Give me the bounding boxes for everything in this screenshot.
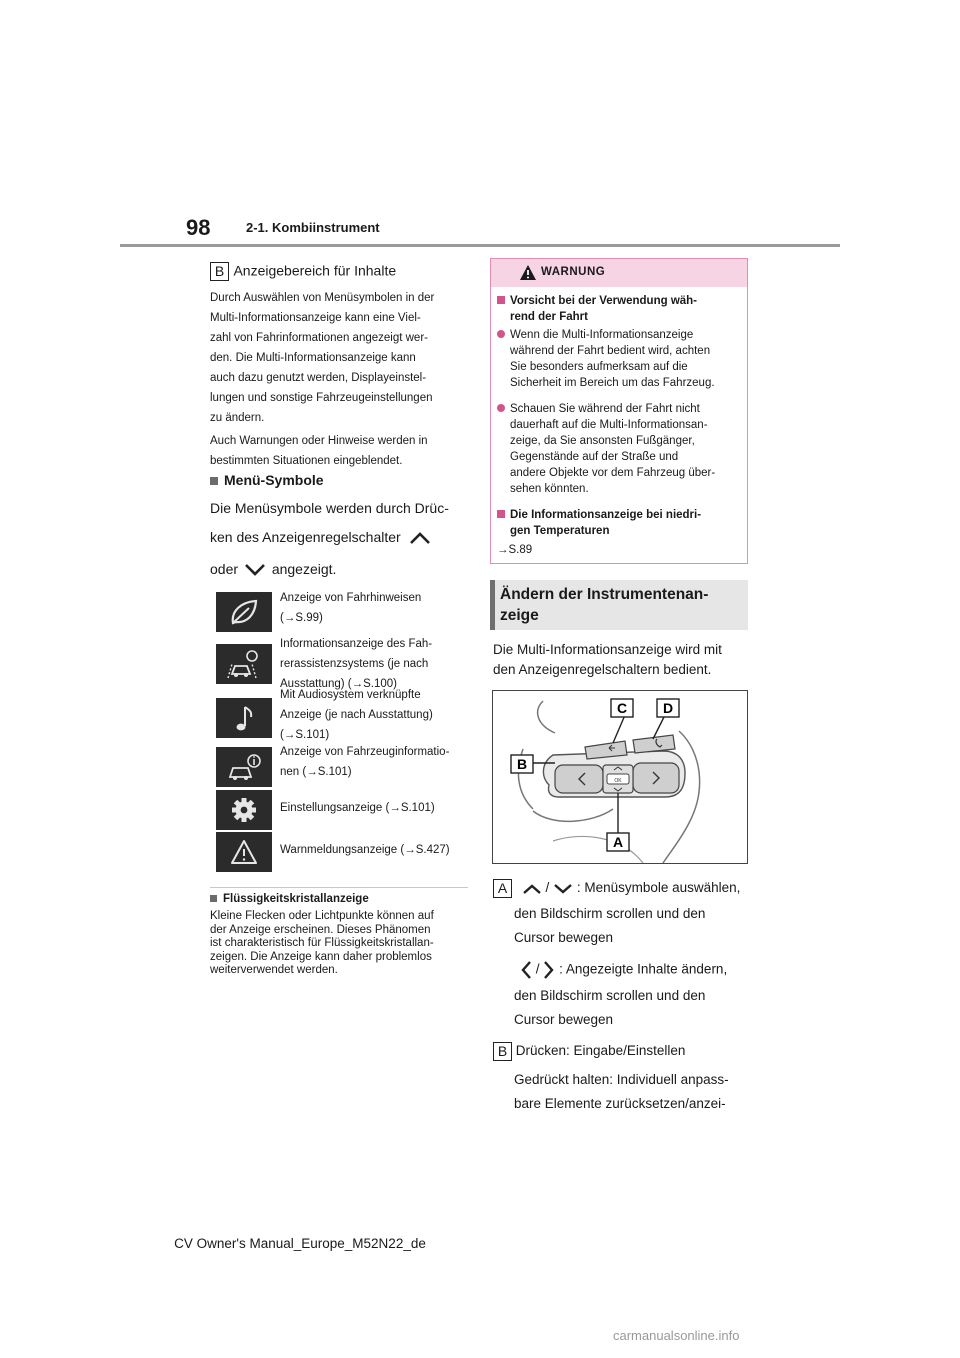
warning-item [497, 401, 739, 497]
b-para1-line: Multi-Informationsanzeige kann eine Viel- [210, 312, 421, 324]
warning-box [490, 258, 748, 564]
footer: CV Owner's Manual_Europe_M52N22_de [174, 1236, 426, 1251]
b-label: B [493, 1042, 512, 1061]
leaf-icon [216, 592, 272, 632]
lcd-heading [210, 893, 369, 905]
warning-line: Sie besonders aufmerksam auf die [510, 361, 688, 373]
a-line: Cursor bewegen [514, 930, 614, 945]
lcd-line: weiterverwendet werden. [210, 964, 338, 976]
icon-desc-line: Ausstattung) (→S.100) [280, 678, 397, 690]
b-press-description [493, 1042, 685, 1061]
square-bullet-icon [497, 296, 505, 304]
b-para1-line: den. Die Multi-Informationsanzeige kann [210, 352, 416, 364]
warning-ref[interactable]: →S.89 [497, 544, 533, 556]
b-para1-line: lungen und sonstige Fahrzeugeinstellungen [210, 392, 433, 404]
b-description [210, 288, 472, 471]
section-title [500, 584, 740, 626]
lcd-heading-text: Flüssigkeitskristallanzeige [223, 893, 369, 905]
section-title-line: Ändern der Instrumentenan- [500, 586, 709, 603]
b-para1-line: zu ändern. [210, 412, 265, 424]
icon-desc-line: (→S.101) [280, 729, 330, 741]
a-label: A [493, 879, 512, 898]
b-para1-line: auch dazu genutzt werden, Displayeinstel- [210, 372, 427, 384]
page-number: 98 [186, 215, 211, 240]
chevron-left-icon [520, 960, 532, 980]
warning-line: Vorsicht bei der Verwendung wäh- [510, 295, 698, 307]
chapter-title: 2-1. Kombiinstrument [246, 220, 380, 235]
warning-line: Schauen Sie während der Fahrt nicht [510, 403, 700, 415]
icon-row [216, 742, 476, 790]
icon-desc-line: rerassistenzsystems (je nach [280, 658, 429, 670]
menu-line2-text: ken des Anzeigenregelschalter [210, 529, 401, 545]
intro-paragraph [493, 640, 751, 680]
warning-line: während der Fahrt bedient wird, achten [510, 345, 711, 357]
warning-triangle-icon [216, 832, 272, 872]
icon-desc-line: Informationsanzeige des Fah- [280, 638, 433, 650]
callout-d [657, 699, 679, 717]
circle-bullet-icon [497, 330, 505, 338]
icon-row [216, 830, 476, 874]
b-para1-line: zahl von Fahrinformationen angezeigt wer- [210, 332, 428, 344]
callout-a-label: A [612, 834, 624, 850]
warning-line: Wenn die Multi-Informationsanzeige [510, 329, 694, 341]
icon-desc-line: Warnmeldungsanzeige (→S.427) [280, 844, 450, 856]
b-press-text: Drücken: Eingabe/Einstellen [515, 1043, 686, 1059]
callout-a [607, 833, 629, 851]
a2-description [520, 960, 727, 980]
lcd-line: der Anzeige erscheinen. Dieses Phänomen [210, 923, 431, 936]
circle-bullet-icon [497, 404, 505, 412]
square-bullet-icon [210, 895, 217, 902]
a2-line: den Bildschirm scrollen und den [514, 988, 706, 1003]
menu-line3-pre: oder [210, 561, 239, 577]
chevron-down-icon [244, 563, 266, 577]
warning-line: gen Temperaturen [510, 525, 610, 537]
a-line: den Bildschirm scrollen und den [514, 906, 706, 921]
warning-item [497, 507, 739, 539]
icon-row [216, 788, 476, 832]
warning-line: Die Informationsanzeige bei niedri- [510, 509, 702, 521]
warning-line: andere Objekte vor dem Fahrzeug über- [510, 467, 716, 479]
warning-item [497, 293, 739, 325]
ok-button-label: OK [614, 778, 622, 784]
b-para2-line: Auch Warnungen oder Hinweise werden in [210, 435, 428, 447]
menu-line3-post: angezeigt. [271, 561, 337, 577]
callout-d-label: D [662, 700, 674, 716]
warning-line: Gegenstände auf der Straße und [510, 451, 679, 463]
chevron-up-icon [409, 531, 431, 545]
b-heading [210, 262, 396, 281]
warning-line: rend der Fahrt [510, 311, 588, 323]
menu-description [210, 494, 472, 584]
callout-b [511, 755, 533, 773]
header-rule [120, 244, 840, 247]
warning-triangle-icon [519, 264, 537, 281]
section-heading-band [490, 580, 748, 630]
b-line: Gedrückt halten: Individuell anpass- [514, 1072, 729, 1087]
section-rule [210, 887, 468, 888]
icon-desc-line: Anzeige von Fahrhinweisen [280, 592, 422, 604]
square-bullet-icon [210, 477, 218, 485]
menu-line [210, 555, 472, 584]
b-para1-line: Durch Auswählen von Menüsymbolen in der [210, 292, 435, 304]
a2-line: Cursor bewegen [514, 1012, 614, 1027]
callout-c-label: C [616, 700, 628, 716]
steering-switch-illustration [492, 690, 748, 864]
icon-desc-line: nen (→S.101) [280, 766, 352, 778]
a2-slash: / [535, 961, 540, 977]
callout-b-label: B [516, 756, 528, 772]
driver-assist-icon [216, 644, 272, 684]
icon-row [216, 688, 476, 744]
warning-item [497, 327, 739, 391]
square-bullet-icon [497, 510, 505, 518]
warning-line: Sicherheit im Bereich um das Fahrzeug. [510, 377, 715, 389]
chevron-up-icon [522, 883, 542, 895]
b-label: B [210, 262, 229, 281]
gear-icon [216, 790, 272, 830]
icon-row [216, 587, 476, 635]
a-text: : Menüsymbole auswählen, [576, 880, 741, 896]
icon-desc-line: Einstellungsanzeige (→S.101) [280, 802, 435, 814]
icon-desc-line: Anzeige von Fahrzeuginformatio- [280, 746, 450, 758]
b-line: bare Elemente zurücksetzen/anzei- [514, 1096, 726, 1111]
chevron-down-icon [553, 883, 573, 895]
lcd-line: zeigen. Die Anzeige kann daher problemlos [210, 950, 432, 963]
lcd-line: ist charakteristisch für Flüssigkeitskristallan- [210, 937, 434, 949]
menu-line: Die Menüsymbole werden durch Drüc- [210, 500, 449, 516]
b-title: Anzeigebereich für Inhalte [233, 262, 397, 279]
icon-desc-line: (→S.99) [280, 612, 323, 624]
b-para2-line: bestimmten Situationen eingeblendet. [210, 455, 403, 467]
icon-desc-line: Mit Audiosystem verknüpfte [280, 689, 421, 701]
steering-switch-drawing [493, 691, 747, 863]
a2-text: : Angezeigte Inhalte ändern, [559, 961, 728, 977]
callout-c [611, 699, 633, 717]
icon-row [216, 634, 476, 692]
vehicle-info-icon [216, 747, 272, 787]
icon-desc-line: Anzeige (je nach Ausstattung) [280, 709, 433, 721]
warning-line: sehen könnten. [510, 483, 589, 495]
section-band-accent [490, 580, 495, 630]
warning-title: WARNUNG [541, 266, 606, 278]
menu-line [210, 523, 472, 552]
a-description: A / : Menüsymbole auswählen, [493, 879, 740, 898]
warning-header [491, 259, 747, 287]
menu-heading [210, 472, 324, 488]
section-title-line: zeige [500, 607, 539, 624]
chevron-right-icon [543, 960, 555, 980]
menu-heading-text: Menü-Symbole [224, 472, 324, 488]
music-note-icon [216, 698, 272, 738]
warning-line: zeige, da Sie ansonsten Fußgänger, [510, 435, 695, 447]
intro-line: den Anzeigenregelschaltern bedient. [493, 662, 712, 677]
lcd-line: Kleine Flecken oder Lichtpunkte können auf [210, 910, 434, 922]
warning-line: dauerhaft auf die Multi-Informationsan- [510, 419, 708, 431]
watermark: carmanualsonline.info [613, 1328, 740, 1343]
intro-line: Die Multi-Informationsanzeige wird mit [493, 642, 722, 657]
lcd-description [210, 910, 472, 978]
